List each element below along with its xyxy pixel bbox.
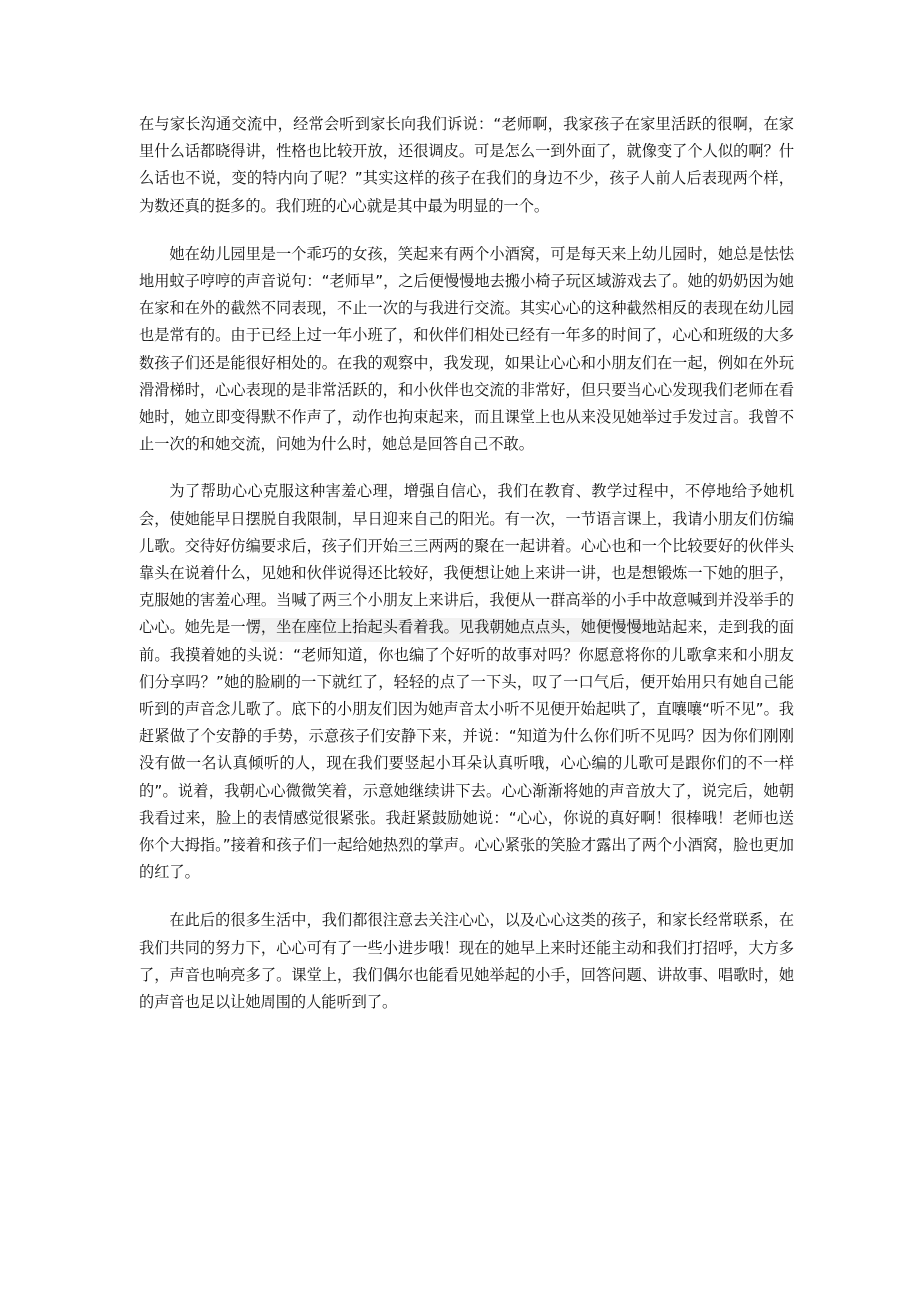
paragraph-2: 她在幼儿园里是一个乖巧的女孩，笑起来有两个小酒窝，可是每天来上幼儿园时，她总是怯怯地用蚊子哼哼的声音说句：“老师早”，之后便慢慢地去搬小椅子玩区域游戏去了。她的奶奶因为她在家和在外的截然不同表现，不止一次的与我进行交流。其实心心的这种截然相反的表现在幼儿园也是常有的。由于已经上过一年小班了，和伙伴们相处已经有一年多的时间了，心心和班级的大多数孩子们还是能很好相处的。在我的观察中，我发现，如果让心心和小朋友们在一起，例如在外玩滑滑梯时，心心表现的是非常活跃的，和小伙伴也交流的非常好，但只要当心心发现我们老师在看她时，她立即变得默不作声了，动作也拘束起来，而且课堂上也从来没见她举过手发过言。我曾不止一次的和她交流，问她为什么时，她总是回答自己不敢。 xyxy=(139,244,794,454)
paragraph-4: 在此后的很多生活中，我们都很注意去关注心心，以及心心这类的孩子，和家长经常联系，在我们共同的努力下，心心可有了一些小进步哦！现在的她早上来时还能主动和我们打招呼，大方多了，声音也响亮多了。课堂上，我们偶尔也能看见她举起的小手，回答问题、讲故事、唱歌时，她的声音也足以让她周围的人能听到了。 xyxy=(139,911,794,1012)
paragraph-1: 在与家长沟通交流中，经常会听到家长向我们诉说：“老师啊，我家孩子在家里活跃的很啊，在家里什么话都晓得讲，性格也比较开放，还很调皮。可是怎么一到外面了，就像变了个人似的啊？什么话也不说，变的特内向了呢？”其实这样的孩子在我们的身边不少，孩子人前人后表现两个样，为数还真的挺多的。我们班的心心就是其中最为明显的一个。 xyxy=(139,115,794,215)
document-body xyxy=(139,111,794,1016)
paragraph-3: 为了帮助心心克服这种害羞心理，增强自信心，我们在教育、教学过程中，不停地给予她机会，使她能早日摆脱自我限制，早日迎来自己的阳光。有一次，一节语言课上，我请小朋友们仿编儿歌。交待好仿编要求后，孩子们开始三三两两的聚在一起讲着。心心也和一个比较要好的伙伴头靠头在说着什么，见她和伙伴说得还比较好，我便想让她上来讲一讲，也是想锻炼一下她的胆子，克服她的害羞心理。当喊了两三个小朋友上来讲后，我便从一群高举的小手中故意喊到并没举手的心心。她先是一愣，坐在座位上抬起头看着我。见我朝她点点头，她便慢慢地站起来，走到我的面前。我摸着她的头说：“老师知道，你也编了个好听的故事对吗？你愿意将你的儿歌拿来和小朋友们分享吗？”她的脸刷的一下就红了，轻轻的点了一下头，叹了一口气后，便开始用只有她自己能听到的声音念儿歌了。底下的小朋友们因为她声音太小听不见便开始起哄了，直嚷嚷“听不见”。我赶紧做了个安静的手势，示意孩子们安静下来，并说：“知道为什么你们听不见吗？因为你们刚刚没有做一名认真倾听的人，现在我们要竖起小耳朵认真听哦，心心编的儿歌可是跟你们的不一样的”。说着，我朝心心微微笑着，示意她继续讲下去。心心渐渐将她的声音放大了，说完后，她朝我看过来，脸上的表情感觉很紧张。我赶紧鼓励她说：“心心，你说的真好啊！很棒哦！老师也送你个大拇指。”接着和孩子们一起给她热烈的掌声。心心紧张的笑脸才露出了两个小酒窝，脸也更加的红了。 xyxy=(139,482,794,882)
